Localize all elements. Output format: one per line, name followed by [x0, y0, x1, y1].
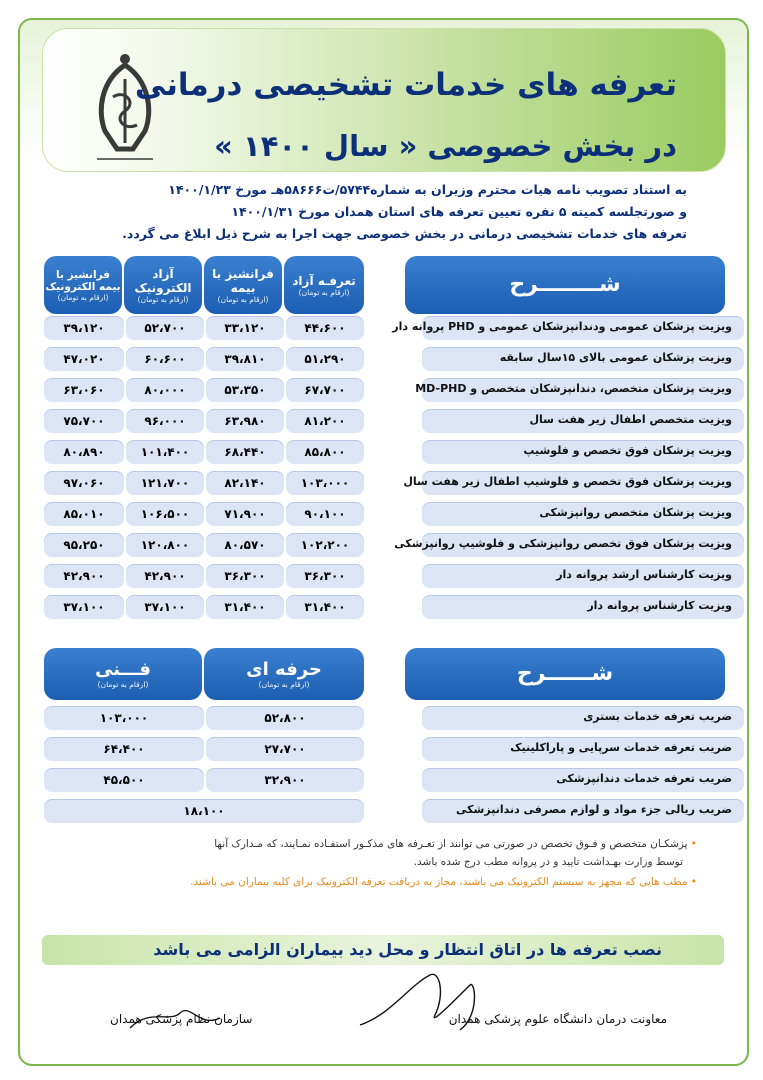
- azad-cell: [286, 595, 364, 619]
- row-description: ضریب تعرفه خدمات سرپایی و پاراکلینیک: [510, 741, 732, 754]
- value: ۵۲،۸۰۰: [264, 711, 306, 725]
- table-row: [62, 471, 742, 495]
- header-unit: (ارقام به تومان): [137, 294, 189, 304]
- franchise-cell: [206, 564, 284, 588]
- row-description: ویزیت کارشناس پروانه دار: [587, 599, 732, 612]
- value: ۱۰۳،۰۰۰: [99, 711, 149, 725]
- franchise-e-cell: [44, 533, 124, 557]
- signature-right-label: معاونت درمان دانشگاه علوم پزشکی همدان: [448, 1012, 667, 1026]
- table1-header-franchise: [204, 256, 282, 314]
- page-title-line1: تعرفه های خدمات تشخیصی درمانی: [134, 67, 677, 103]
- fanni-cell: [44, 737, 204, 761]
- row-description: ویزیت کارشناس ارشد پروانه دار: [556, 568, 732, 581]
- azad-e-cell: [126, 595, 204, 619]
- value: ۵۱،۲۹۰: [304, 352, 346, 366]
- table-row: [62, 595, 742, 619]
- value: ۹۶،۰۰۰: [144, 414, 186, 428]
- row-description: ویزیت پزشکان فوق تخصص و فلوشیپ اطفال زیر هفت سال: [403, 475, 732, 488]
- value: ۵۳،۳۵۰: [224, 383, 266, 397]
- table-row: [62, 768, 742, 792]
- header-unit: (ارقام به تومان): [57, 292, 109, 302]
- value: ۳۷،۱۰۰: [63, 600, 105, 614]
- value: ۱۰۳،۰۰۰: [300, 476, 350, 490]
- intro-line2: و صورتجلسه کمیته ۵ نفره تعیین تعرفه های استان همدان مورخ ۱۴۰۰/۱/۳۱: [231, 204, 687, 219]
- franchise-e-cell: [44, 440, 124, 464]
- table-row: [62, 799, 742, 823]
- value: ۴۲،۹۰۰: [144, 569, 186, 583]
- value: ۴۲،۹۰۰: [63, 569, 105, 583]
- value: ۱۰۶،۵۰۰: [140, 507, 190, 521]
- value: ۶۰،۶۰۰: [144, 352, 186, 366]
- azad-e-cell: [126, 440, 204, 464]
- desc-cell: [422, 347, 744, 371]
- value: ۹۰،۱۰۰: [304, 507, 346, 521]
- header-label: فـــنی: [95, 659, 151, 680]
- franchise-cell: [206, 409, 284, 433]
- franchise-e-cell: [44, 347, 124, 371]
- value: ۸۱،۲۰۰: [304, 414, 346, 428]
- row-description: ویزیت پزشکان عمومی ودندانپزشکان عمومی و PHD پروانه دار: [392, 320, 732, 333]
- value: ۱۲۱،۷۰۰: [140, 476, 190, 490]
- value: ۳۱،۴۰۰: [304, 600, 346, 614]
- table-row: [62, 737, 742, 761]
- desc-cell: [422, 799, 744, 823]
- desc-cell: [422, 595, 744, 619]
- note-text: مطب هایی که مجهز به سیستم الکترونیک می باشند، مجاز به دریافت تعرفه الکترونیک برای کلیه بیماران می باشند.: [190, 876, 688, 888]
- value: ۸۰،۵۷۰: [224, 538, 266, 552]
- franchise-e-cell: [44, 502, 124, 526]
- desc-cell: [422, 706, 744, 730]
- azad-e-cell: [126, 502, 204, 526]
- franchise-e-cell: [44, 316, 124, 340]
- value: ۳۶،۳۰۰: [304, 569, 346, 583]
- herfei-cell: [206, 768, 364, 792]
- table-row: [62, 378, 742, 402]
- value: ۱۰۱،۴۰۰: [140, 445, 190, 459]
- desc-cell: [403, 471, 744, 495]
- desc-cell: [422, 409, 744, 433]
- note-line1: • پزشکـان متخصص و فـوق تخصص در صورتی می توانند از تعـرفه های مذکـور استفـاده نمـایند، که مـدارک آنها: [214, 838, 697, 850]
- table-row: [62, 409, 742, 433]
- azad-e-cell: [126, 533, 204, 557]
- table1-header-tarefe-azad: [284, 256, 364, 314]
- value-cell: [44, 799, 364, 823]
- azad-cell: [286, 564, 364, 588]
- franchise-e-cell: [44, 471, 124, 495]
- row-description: ویزیت پزشکان فوق تخصص و فلوشیپ: [523, 444, 732, 457]
- table-row: [62, 564, 742, 588]
- table-row: [62, 706, 742, 730]
- value: ۴۴،۶۰۰: [304, 321, 346, 335]
- header-label: فرانشیز با بیمه: [212, 266, 274, 295]
- value: ۳۹،۱۲۰: [63, 321, 105, 335]
- franchise-cell: [206, 347, 284, 371]
- desc-cell: [422, 502, 744, 526]
- value: ۱۰۲،۲۰۰: [300, 538, 350, 552]
- franchise-cell: [206, 502, 284, 526]
- header-label: حرفه ای: [246, 659, 322, 680]
- desc-cell: [422, 440, 744, 464]
- azad-cell: [286, 533, 364, 557]
- franchise-cell: [206, 378, 284, 402]
- note-text: پزشکـان متخصص و فـوق تخصص در صورتی می توانند از تعـرفه های مذکـور استفـاده نمـایند، که مـدارک آنها: [214, 838, 688, 850]
- azad-e-cell: [126, 409, 204, 433]
- fanni-cell: [44, 706, 204, 730]
- fanni-cell: [44, 768, 204, 792]
- row-description: ویزیت پزشکان عمومی بالای ۱۵سال سابقه: [499, 351, 732, 364]
- row-description: ویزیت پزشکان متخصص روانپزشکی: [539, 506, 732, 519]
- value: ۳۹،۸۱۰: [224, 352, 266, 366]
- header-unit: (ارقام به تومان): [217, 294, 269, 304]
- value: ۶۳،۰۶۰: [63, 383, 105, 397]
- value: ۷۱،۹۰۰: [224, 507, 266, 521]
- franchise-e-cell: [44, 378, 124, 402]
- desc-cell: [394, 533, 744, 557]
- value: ۲۷،۷۰۰: [264, 742, 306, 756]
- franchise-cell: [206, 595, 284, 619]
- azad-e-cell: [126, 378, 204, 402]
- signature-left-label: سازمان نظام پزشکی همدان: [110, 1012, 253, 1026]
- franchise-e-cell: [44, 595, 124, 619]
- table2-header-fanni: [44, 648, 202, 700]
- banner-text: نصب تعرفه ها در اتاق انتظار و محل دید بیماران الزامی می باشد: [153, 940, 662, 959]
- row-description: ضریب تعرفه خدمات بستری: [583, 710, 732, 723]
- row-description: ویزیت پزشکان فوق تخصص روانپزشکی و فلوشیپ روانپزشکی: [394, 537, 732, 550]
- header-unit: (ارقام به تومان): [258, 680, 310, 689]
- note-line2: توسط وزارت بهـداشت تایید و در پروانه مطب درج شده باشد.: [413, 856, 683, 868]
- herfei-cell: [206, 706, 364, 730]
- azad-e-cell: [126, 471, 204, 495]
- desc-cell: [415, 378, 744, 402]
- intro-line1: به استناد تصویب نامه هیات محترم وزیران به شماره۵۷۴۴/ت۵۸۶۶۶هـ مورخ ۱۴۰۰/۱/۲۳: [168, 182, 687, 197]
- header-label: آزاد الکترونیک: [134, 266, 192, 295]
- desc-cell: [422, 737, 744, 761]
- value: ۱۸،۱۰۰: [183, 804, 225, 818]
- azad-e-cell: [126, 316, 204, 340]
- franchise-cell: [206, 440, 284, 464]
- value: ۳۲،۹۰۰: [264, 773, 306, 787]
- table-row: [62, 316, 742, 340]
- herfei-cell: [206, 737, 364, 761]
- table-row: [62, 347, 742, 371]
- value: ۸۰،۸۹۰: [63, 445, 105, 459]
- value: ۶۴،۴۰۰: [103, 742, 145, 756]
- desc-cell: [392, 316, 744, 340]
- header-unit: (ارقام به تومان): [97, 680, 149, 689]
- azad-e-cell: [126, 564, 204, 588]
- signature-right: [350, 955, 510, 1045]
- azad-cell: [286, 502, 364, 526]
- value: ۹۵،۲۵۰: [63, 538, 105, 552]
- row-description: ضریب ریالی جزء مواد و لوازم مصرفی دندانپزشکی: [456, 803, 732, 816]
- table1-header-sharh: شــــــــرح: [405, 256, 725, 314]
- value: ۶۳،۹۸۰: [224, 414, 266, 428]
- table2-header-sharh: شــــــرح: [405, 648, 725, 700]
- page-title-line2: در بخش خصوصی « سال ۱۴۰۰ »: [214, 129, 677, 163]
- azad-cell: [286, 471, 364, 495]
- table-row: [62, 533, 742, 557]
- value: ۶۷،۷۰۰: [304, 383, 346, 397]
- azad-cell: [286, 409, 364, 433]
- franchise-cell: [206, 533, 284, 557]
- intro-line3: تعرفه های خدمات تشخیصی درمانی در بخش خصوصی جهت اجرا به شرح ذیل ابلاغ می گردد.: [122, 226, 687, 241]
- row-description: ضریب تعرفه خدمات دندانپزشکی: [556, 772, 732, 785]
- value: ۴۵،۵۰۰: [103, 773, 145, 787]
- azad-cell: [286, 347, 364, 371]
- note-line3: • مطب هایی که مجهز به سیستم الکترونیک می باشند، مجاز به دریافت تعرفه الکترونیک برای کلیه بیماران می باشند.: [190, 876, 697, 888]
- header-unit: (ارقام به تومان): [298, 287, 350, 297]
- page-frame: [18, 18, 749, 1066]
- row-description: ویزیت پزشکان متخصص، دندانپزشکان متخصص و MD-PHD: [415, 382, 732, 395]
- row-description: ویزیت متخصص اطفال زیر هفت سال: [529, 413, 732, 426]
- value: ۸۵،۸۰۰: [304, 445, 346, 459]
- value: ۸۵،۰۱۰: [63, 507, 105, 521]
- table1-header-azad-electronic: [124, 256, 202, 314]
- franchise-e-cell: [44, 409, 124, 433]
- table1-header-franchise-electronic: [44, 256, 122, 314]
- value: ۴۷،۰۲۰: [63, 352, 105, 366]
- value: ۳۷،۱۰۰: [144, 600, 186, 614]
- table-row: [62, 440, 742, 464]
- value: ۱۲۰،۸۰۰: [140, 538, 190, 552]
- desc-cell: [422, 768, 744, 792]
- value: ۳۶،۳۰۰: [224, 569, 266, 583]
- header-banner: [42, 28, 726, 172]
- value: ۷۵،۷۰۰: [63, 414, 105, 428]
- value: ۳۱،۴۰۰: [224, 600, 266, 614]
- desc-cell: [422, 564, 744, 588]
- azad-cell: [286, 316, 364, 340]
- header-label: فرانشیز با بیمه الکترونیک: [45, 268, 121, 293]
- value: ۳۳،۱۲۰: [224, 321, 266, 335]
- value: ۵۲،۷۰۰: [144, 321, 186, 335]
- value: ۹۷،۰۶۰: [63, 476, 105, 490]
- value: ۸۲،۱۴۰: [224, 476, 266, 490]
- franchise-cell: [206, 316, 284, 340]
- table2-header-herfei: [204, 648, 364, 700]
- header-label: تعرفـه آزاد: [292, 273, 356, 288]
- azad-e-cell: [126, 347, 204, 371]
- franchise-e-cell: [44, 564, 124, 588]
- franchise-cell: [206, 471, 284, 495]
- azad-cell: [286, 378, 364, 402]
- value: ۶۸،۴۴۰: [224, 445, 266, 459]
- azad-cell: [286, 440, 364, 464]
- value: ۸۰،۰۰۰: [144, 383, 186, 397]
- table-row: [62, 502, 742, 526]
